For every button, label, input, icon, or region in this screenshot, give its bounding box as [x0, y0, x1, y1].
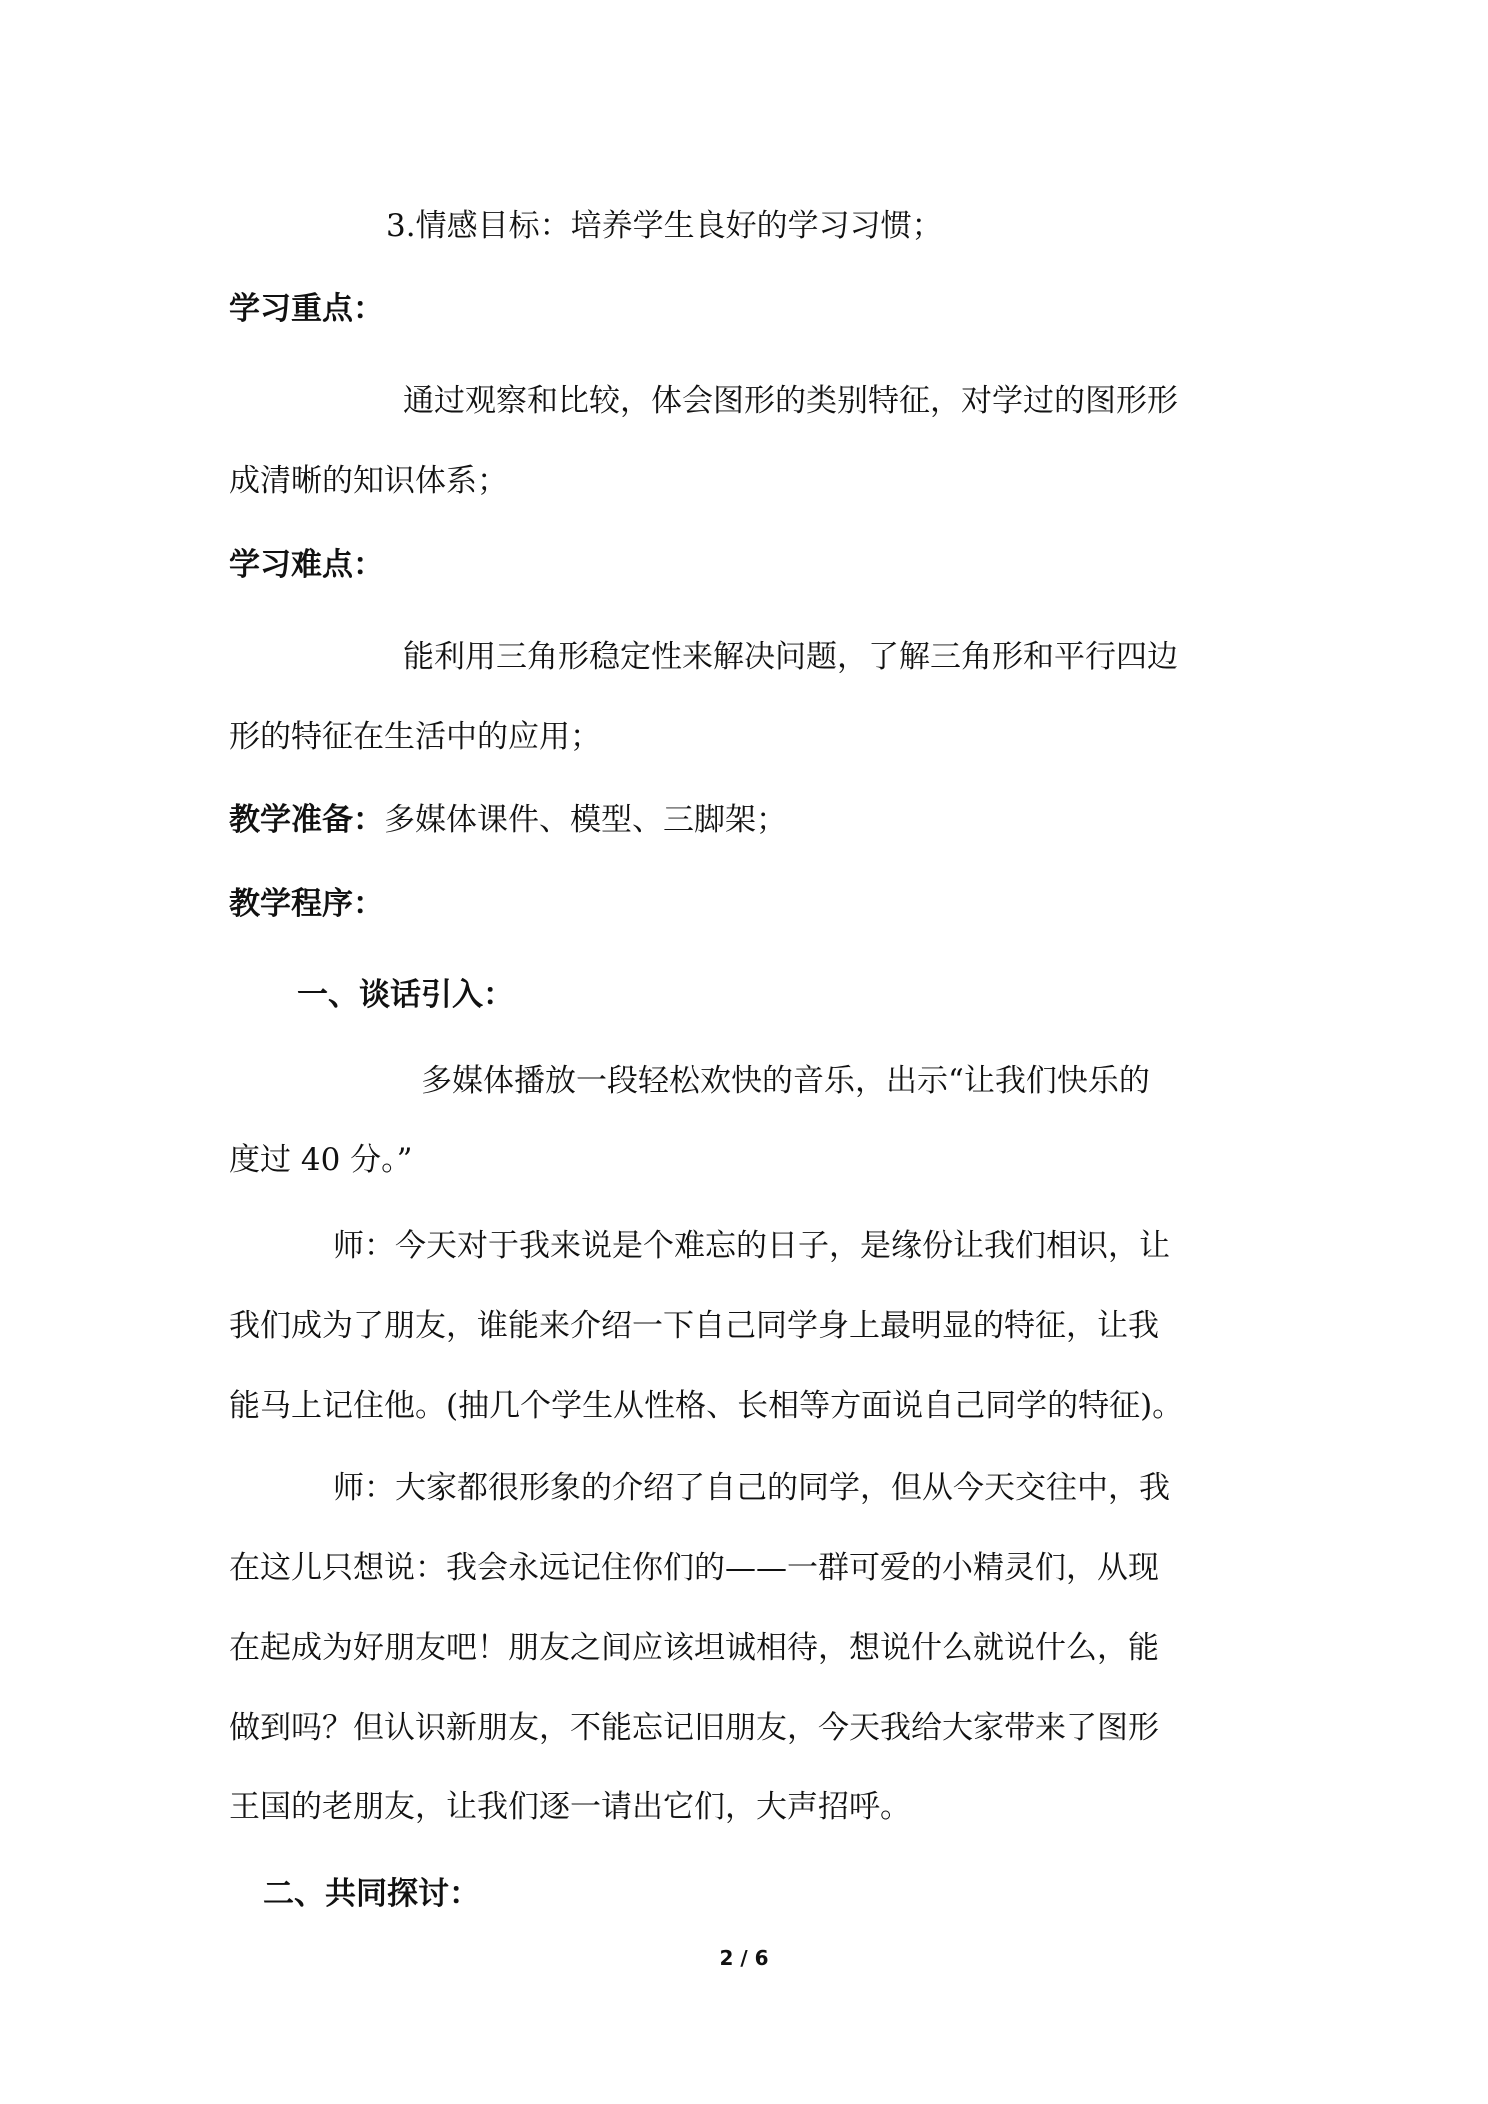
intro-line-2: 度过 40 分。”: [229, 1142, 413, 1178]
teaching-prep-label: 教学准备：: [229, 802, 384, 838]
difficulty-text-line-1: 能利用三角形稳定性来解决问题，了解三角形和平行四边: [403, 639, 1178, 675]
section-1-heading: 一、谈话引入：: [297, 977, 514, 1013]
page-number: 2 / 6: [719, 1946, 769, 1970]
teacher-para-1-line-3: 能马上记住他。(抽几个学生从性格、长相等方面说自己同学的特征)。: [229, 1388, 1184, 1424]
intro-line-1: 多媒体播放一段轻松欢快的音乐，出示“让我们快乐的: [421, 1063, 1150, 1099]
teacher-para-2-line-5: 王国的老朋友，让我们逐一请出它们，大声招呼。: [229, 1789, 911, 1825]
teacher-para-2-line-4: 做到吗？但认识新朋友，不能忘记旧朋友，今天我给大家带来了图形: [229, 1710, 1159, 1746]
procedure-heading: 教学程序：: [229, 886, 384, 922]
teacher-para-2-line-2: 在这儿只想说：我会永远记住你们的——一群可爱的小精灵们，从现: [229, 1550, 1159, 1586]
teacher-para-1-line-2: 我们成为了朋友，谁能来介绍一下自己同学身上最明显的特征，让我: [229, 1308, 1159, 1344]
teaching-prep-value: 多媒体课件、模型、三脚架；: [384, 802, 787, 838]
goal-3-line: 3.情感目标：培养学生良好的学习习惯；: [386, 208, 943, 244]
section-2-heading: 二、共同探讨：: [263, 1876, 480, 1912]
key-points-text-line-1: 通过观察和比较，体会图形的类别特征，对学过的图形形: [403, 383, 1178, 419]
teaching-prep-line: [229, 800, 1269, 840]
teacher-para-1-line-1: 师：今天对于我来说是个难忘的日子，是缘份让我们相识，让: [333, 1228, 1170, 1264]
teacher-para-2-line-3: 在起成为好朋友吧！朋友之间应该坦诚相待，想说什么就说什么，能: [229, 1630, 1159, 1666]
difficulty-text-line-2: 形的特征在生活中的应用；: [229, 719, 601, 755]
key-points-heading: 学习重点：: [229, 291, 384, 327]
teacher-para-2-line-1: 师：大家都很形象的介绍了自己的同学，但从今天交往中，我: [333, 1470, 1170, 1506]
key-points-text-line-2: 成清晰的知识体系；: [229, 463, 508, 499]
difficulty-heading: 学习难点：: [229, 547, 384, 583]
